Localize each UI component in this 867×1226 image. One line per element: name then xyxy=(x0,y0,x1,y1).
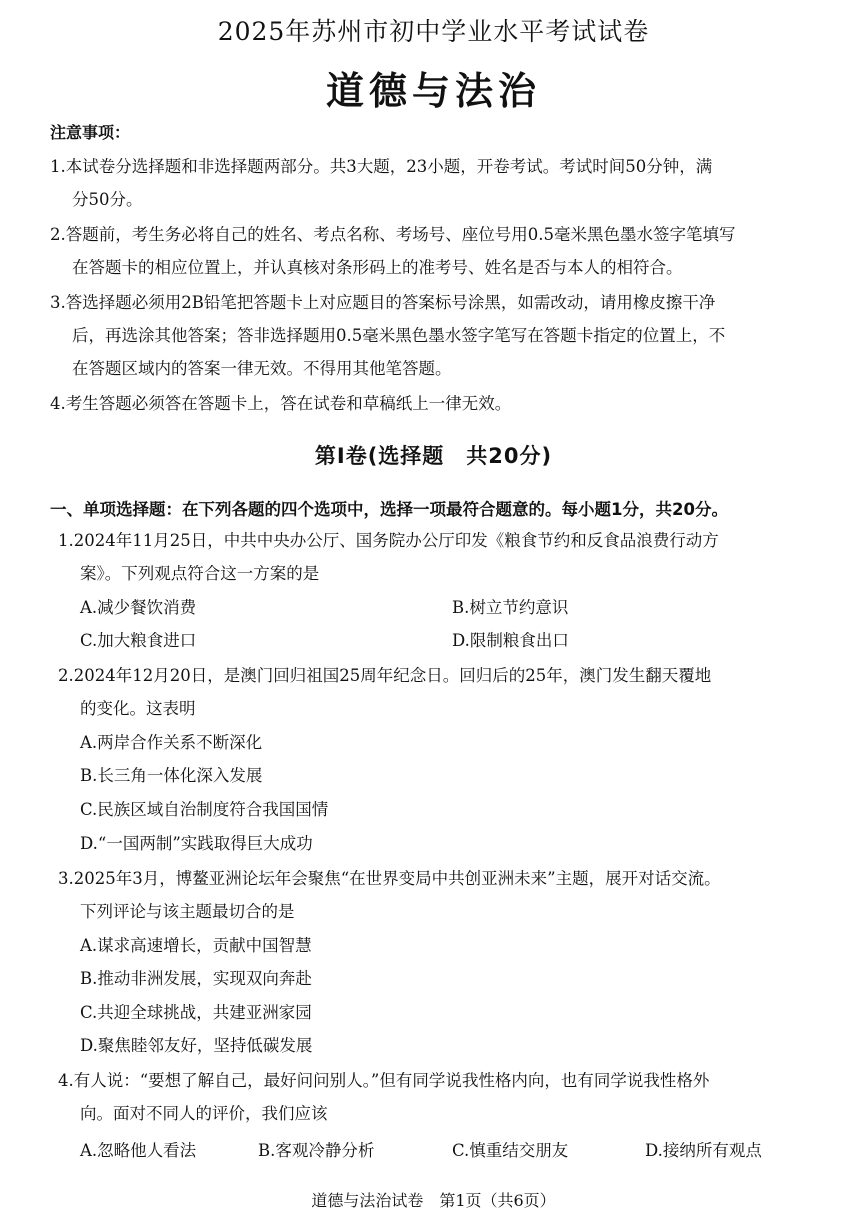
question-1-stem: 1.2024年11月25日，中共中央办公厅、国务院办公厅印发《粮食节约和反食品浪费行动方 xyxy=(58,531,719,550)
notice-line: 2.答题前，考生务必将自己的姓名、考点名称、考场号、座位号用0.5毫米黑色墨水签字笔填写 xyxy=(50,225,736,244)
notice-line: 后，再选涂其他答案；答非选择题用0.5毫米黑色墨水签字笔写在答题卡指定的位置上，不 xyxy=(72,326,726,345)
question-1-option-b: B.树立节约意识 xyxy=(452,598,569,617)
question-4-option-a: A.忽略他人看法 xyxy=(80,1141,197,1160)
question-2-stem: 2.2024年12月20日，是澳门回归祖国25周年纪念日。回归后的25年，澳门发生翻天覆地 xyxy=(58,666,712,685)
notice-line: 4.考生答题必须答在答题卡上，答在试卷和草稿纸上一律无效。 xyxy=(50,394,512,413)
page-footer: 道德与法治试卷 第1页（共6页） xyxy=(311,1191,556,1210)
question-2-option-a: A.两岸合作关系不断深化 xyxy=(80,733,263,752)
notice-line: 1.本试卷分选择题和非选择题两部分。共3大题，23小题，开卷考试。考试时间50分钟，满 xyxy=(50,157,713,176)
question-4-option-b: B.客观冷静分析 xyxy=(258,1141,375,1160)
question-2-option-c: C.民族区域自治制度符合我国国情 xyxy=(80,800,329,819)
notice-line: 在答题卡的相应位置上，并认真核对条形码上的准考号、姓名是否与本人的相符合。 xyxy=(72,258,683,277)
notice-line: 在答题区域内的答案一律无效。不得用其他笔答题。 xyxy=(72,359,452,378)
notice-line: 分50分。 xyxy=(72,190,143,209)
question-1-stem: 案》。下列观点符合这一方案的是 xyxy=(80,564,320,583)
notice-heading: 注意事项： xyxy=(50,123,131,142)
question-4-option-d: D.接纳所有观点 xyxy=(645,1141,762,1160)
section-title: 第Ⅰ卷(选择题 共20分) xyxy=(314,444,553,468)
question-1-option-d: D.限制粮食出口 xyxy=(452,631,569,650)
question-3-option-d: D.聚焦睦邻友好，坚持低碳发展 xyxy=(80,1036,313,1055)
question-3-option-c: C.共迎全球挑战，共建亚洲家园 xyxy=(80,1003,312,1022)
exam-title: 2025年苏州市初中学业水平考试试卷 xyxy=(217,17,650,46)
question-4-option-c: C.慎重结交朋友 xyxy=(452,1141,569,1160)
question-3-stem: 3.2025年3月，博鳌亚洲论坛年会聚焦“在世界变局中共创亚洲未来”主题，展开对话交流。 xyxy=(58,869,721,888)
question-4-stem: 向。面对不同人的评价，我们应该 xyxy=(80,1104,328,1123)
question-2-option-b: B.长三角一体化深入发展 xyxy=(80,766,263,785)
question-3-stem: 下列评论与该主题最切合的是 xyxy=(80,902,295,921)
question-1-option-c: C.加大粮食进口 xyxy=(80,631,197,650)
question-2-stem: 的变化。这表明 xyxy=(80,699,196,718)
subject-title: 道德与法治 xyxy=(325,69,541,113)
question-4-stem: 4.有人说：“要想了解自己，最好问问别人。”但有同学说我性格内向，也有同学说我性格外 xyxy=(58,1071,710,1090)
question-3-option-b: B.推动非洲发展，实现双向奔赴 xyxy=(80,969,312,988)
part-one-heading: 一、单项选择题：在下列各题的四个选项中，选择一项最符合题意的。每小题1分，共20分。 xyxy=(50,500,728,519)
question-2-option-d: D.“一国两制”实践取得巨大成功 xyxy=(80,834,313,853)
question-1-option-a: A.减少餐饮消费 xyxy=(80,598,197,617)
notice-line: 3.答选择题必须用2B铅笔把答题卡上对应题目的答案标号涂黑，如需改动，请用橡皮擦干净 xyxy=(50,293,716,312)
question-3-option-a: A.谋求高速增长，贡献中国智慧 xyxy=(80,936,312,955)
